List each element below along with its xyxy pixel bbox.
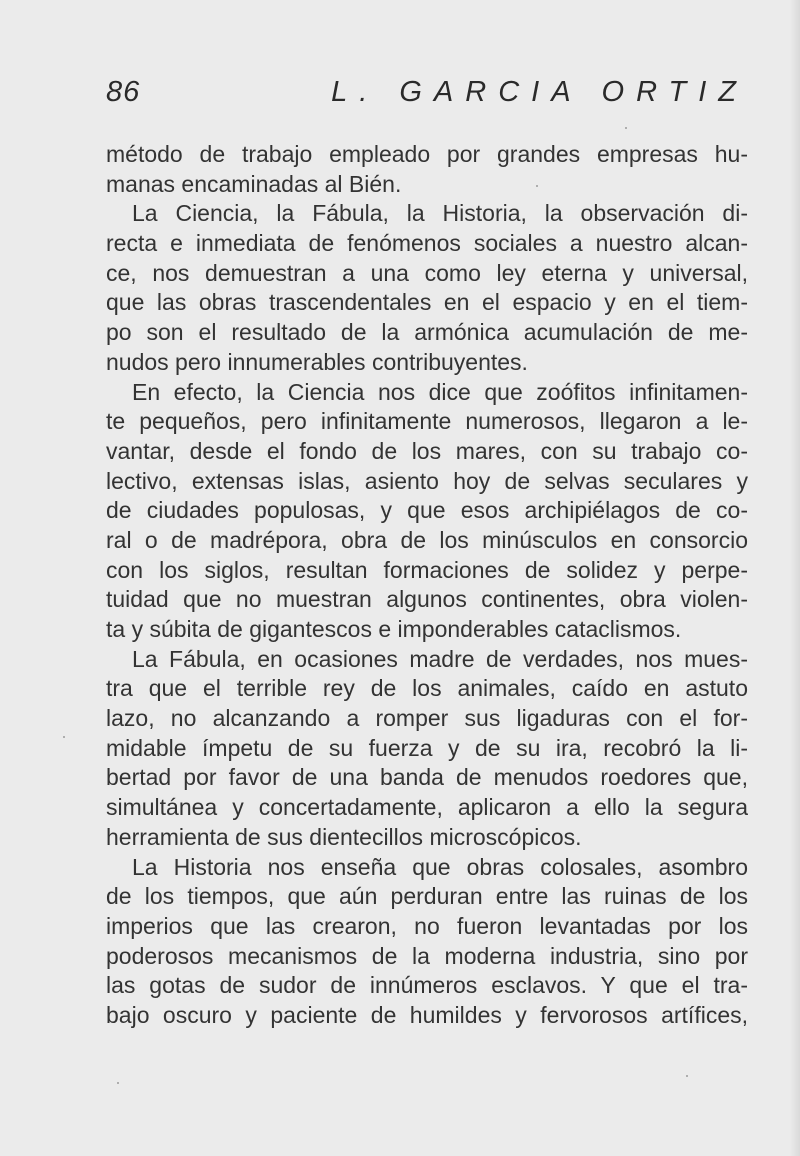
- text-line: de los tiempos, que aún perduran entre las ruinas de los: [106, 883, 748, 910]
- text-line: lectivo, extensas islas, asiento hoy de selvas seculares y: [106, 467, 748, 494]
- text-line: nudos pero innumerables contribuyentes.: [106, 348, 528, 375]
- page-number: 86: [106, 76, 141, 108]
- text-line: midable ímpetu de su fuerza y de su ira, recobró la li-: [106, 734, 748, 761]
- text-line: que las obras trascendentales en el espacio y en el tiem-: [106, 289, 748, 316]
- text-line: ce, nos demuestran a una como ley eterna y universal,: [106, 259, 748, 286]
- text-line: tra que el terrible rey de los animales, caído en astuto: [106, 675, 748, 702]
- text-line: La Fábula, en ocasiones madre de verdades, nos mues-: [132, 645, 748, 672]
- paper-speck: [625, 127, 627, 129]
- text-line: herramienta de sus dientecillos microscópicos.: [106, 823, 582, 850]
- page-header: [106, 76, 748, 116]
- text-line: La Ciencia, la Fábula, la Historia, la observación di-: [132, 200, 748, 227]
- text-line: de ciudades populosas, y que esos archipiélagos de co-: [106, 497, 748, 524]
- text-line: imperios que las crearon, no fueron levantadas por los: [106, 912, 748, 939]
- text-line: te pequeños, pero infinitamente numerosos, llegaron a le-: [106, 408, 748, 435]
- text-line: recta e inmediata de fenómenos sociales a nuestro alcan-: [106, 230, 748, 257]
- paper-speck: [686, 1075, 688, 1077]
- text-line: po son el resultado de la armónica acumulación de me-: [106, 319, 748, 346]
- paper-speck: [63, 736, 65, 738]
- text-line: ral o de madrépora, obra de los minúsculos en consorcio: [106, 526, 748, 553]
- text-line: simultánea y concertadamente, aplicaron a ello la segura: [106, 794, 748, 821]
- text-line: método de trabajo empleado por grandes empresas hu-: [106, 141, 748, 167]
- text-line: lazo, no alcanzando a romper sus ligaduras con el for-: [106, 705, 748, 732]
- text-line: con los siglos, resultan formaciones de solidez y perpe-: [106, 556, 748, 583]
- text-line: En efecto, la Ciencia nos dice que zoófitos infinitamen-: [132, 378, 748, 405]
- text-line: bertad por favor de una banda de menudos roedores que,: [106, 764, 748, 791]
- text-line: La Historia nos enseña que obras colosales, asombro: [132, 853, 748, 880]
- body-text: [106, 140, 748, 1031]
- text-line: bajo oscuro y paciente de humildes y fervorosos artífices,: [106, 1001, 748, 1028]
- text-line: ta y súbita de gigantescos e imponderables cataclismos.: [106, 616, 682, 642]
- running-head: L. GARCIA ORTIZ: [331, 76, 748, 108]
- paper-speck: [117, 1082, 119, 1084]
- paper-speck: [536, 185, 538, 187]
- text-line: tuidad que no muestran algunos continentes, obra violen-: [106, 586, 748, 613]
- page-edge-shadow: [790, 0, 800, 1156]
- text-line: manas encaminadas al Bién.: [106, 170, 402, 197]
- text-line: vantar, desde el fondo de los mares, con su trabajo co-: [106, 437, 748, 464]
- text-line: poderosos mecanismos de la moderna industria, sino por: [106, 942, 748, 969]
- text-line: las gotas de sudor de innúmeros esclavos. Y que el tra-: [106, 972, 748, 999]
